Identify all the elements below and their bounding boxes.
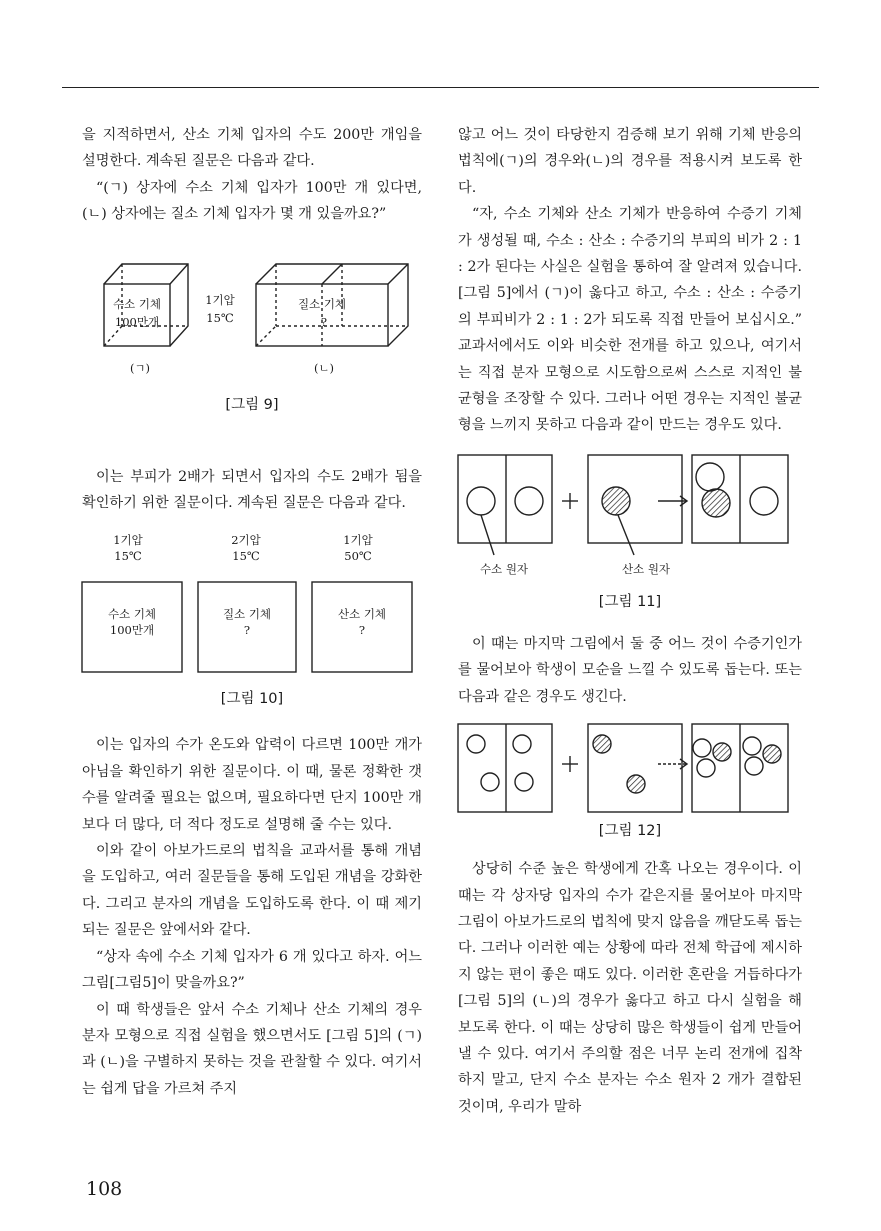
figure-11-diagram — [458, 451, 802, 581]
left-paragraph-1: 을 지적하면서, 산소 기체 입자의 수도 200만 개임을 설명한다. 계속된 질문은 다음과 같다. — [82, 127, 422, 170]
fig10-cond-b2: 15℃ — [232, 549, 260, 564]
right-paragraph-1: 않고 어느 것이 타당한지 검증해 보기 위해 기체 반응의 법칙에(ㄱ)의 경우와(ㄴ)의 경우를 적용시켜 보도록 한다. — [458, 127, 802, 196]
fig9-condition-pressure: 1기압 — [205, 292, 235, 307]
fig9-box-a-label1: 수소 기체 — [112, 296, 162, 311]
fig10-cond-b1: 2기압 — [231, 533, 261, 548]
fig9-box-b-label2: ? — [320, 314, 328, 329]
fig9-box-a-label2: 100만개 — [114, 314, 160, 329]
left-paragraph-6: “상자 속에 수소 기체 입자가 6 개 있다고 하자. 어느 그림[그림5]이 맞을까요?” — [82, 948, 422, 992]
fig9-tag-a: (ㄱ) — [129, 360, 151, 375]
figure-9-diagram — [82, 254, 422, 384]
left-paragraph-5: 이와 같이 아보가드로의 법칙을 교과서를 통해 개념을 도입하고, 여러 질문들을 통해 도입된 개념을 강화한다. 그리고 분자의 개념을 도입하도록 한다. 이 때 제기되는 질문은 앞에서와 같다. — [82, 843, 422, 939]
fig9-condition-temp: 15℃ — [206, 310, 234, 325]
figure-10-diagram — [82, 532, 422, 682]
right-paragraph-4: 상당히 수준 높은 학생에게 간혹 나오는 경우이다. 이 때는 각 상자당 입자의 수가 같은지를 물어보아 마지막 그림이 아보가드로의 법칙에 맞지 않음을 깨닫도록 돕는다. 그러나 이러한 예는 상황에 따라 전체 학급에 제시하지 않는 편이 좋은 때도 있다. 이러한 혼란을 거듭하다가 [그림 5]의 (ㄴ)의 경우가 옳다고 하고 다시 실험을 해 보도록 한다. 이 때는 상당히 많은 학생들이 쉽게 만들어 낼 수 있다. 여기서 주의할 점은 너무 논리 전개에 집착하지 말고, 단지 수소 분자는 수소 원자 2 개가 결합된 것이며, 우리가 말하 — [458, 861, 802, 1115]
fig10-cond-c1: 1기압 — [343, 533, 373, 548]
fig10-box-b2: ? — [243, 623, 251, 638]
figure-12-caption: [그림 12] — [598, 823, 662, 840]
fig10-box-a2: 100만개 — [109, 623, 155, 638]
fig11-label-hydrogen: 수소 원자 — [479, 561, 529, 576]
figure-10 — [82, 532, 422, 722]
figure-9-caption: [그림 9] — [225, 396, 279, 413]
figure-11 — [458, 451, 802, 631]
figure-12-diagram — [458, 720, 802, 816]
figure-11-caption: [그림 11] — [598, 593, 662, 610]
fig10-cond-c2: 50℃ — [344, 549, 372, 564]
left-paragraph-4: 이는 입자의 수가 온도와 압력이 다르면 100만 개가 아님을 확인하기 위한 질문이다. 이 때, 물론 정확한 갯수를 알려줄 필요는 없으며, 필요하다면 단지 100만 개보다 더 많다, 더 적다 정도로 설명해 줄 수는 있다. — [82, 737, 422, 833]
header-rule — [62, 87, 819, 88]
figure-12 — [458, 720, 802, 844]
figure-9 — [82, 254, 422, 434]
right-paragraph-2: “자, 수소 기체와 산소 기체가 반응하여 수증기 기체가 생성될 때, 수소 : 산소 : 수증기의 부피의 비가 2 : 1 : 2가 된다는 사실은 실험을 통하여 잘 알려져 있습니다. [그림 5]에서 (ㄱ)이 옳다고 하고, 수소 : 산소 : 수증기의 부피비가 2 : 1 : 2가 되도록 직접 만들어 보십시오.” 교과서에서도 이와 비슷한 전개를 하고 있으나, 여기서는 직접 분자 모형으로 시도함으로써 스스로 지적인 불균형을 조장할 수 있다. 그러나 어떤 경우는 지적인 불균형을 느끼지 못하고 다음과 같이 만드는 경우도 있다. — [458, 206, 802, 434]
left-paragraph-2: “(ㄱ) 상자에 수소 기체 입자가 100만 개 있다면, (ㄴ) 상자에는 질소 기체 입자가 몇 개 있을까요?” — [82, 179, 422, 223]
right-paragraph-3: 이 때는 마지막 그림에서 둘 중 어느 것이 수증기인가를 물어보아 학생이 모순을 느낄 수 있도록 돕는다. 또는 다음과 같은 경우도 생긴다. — [458, 635, 802, 705]
left-column — [82, 122, 422, 1102]
fig10-cond-a1: 1기압 — [113, 533, 143, 548]
fig9-tag-b: (ㄴ) — [313, 360, 335, 375]
fig10-box-c2: ? — [358, 623, 366, 638]
fig10-cond-a2: 15℃ — [114, 549, 142, 564]
figure-10-caption: [그림 10] — [220, 691, 284, 708]
fig10-box-c1: 산소 기체 — [337, 607, 387, 622]
left-paragraph-7: 이 때 학생들은 앞서 수소 기체나 산소 기체의 경우 분자 모형으로 직접 실험을 했으면서도 [그림 5]의 (ㄱ)과 (ㄴ)을 구별하지 못하는 것을 관찰할 수 있다. 여기서는 쉽게 답을 가르쳐 주지 — [82, 1001, 422, 1097]
page-number: 108 — [86, 1178, 123, 1200]
right-column — [458, 122, 802, 1120]
left-paragraph-3: 이는 부피가 2배가 되면서 입자의 수도 2배가 됨을 확인하기 위한 질문이다. 계속된 질문은 다음과 같다. — [82, 468, 422, 512]
fig10-box-b1: 질소 기체 — [222, 607, 272, 622]
fig9-box-b-label1: 질소 기체 — [297, 296, 347, 311]
fig11-label-oxygen: 산소 원자 — [621, 561, 671, 576]
fig10-box-a1: 수소 기체 — [107, 607, 157, 622]
